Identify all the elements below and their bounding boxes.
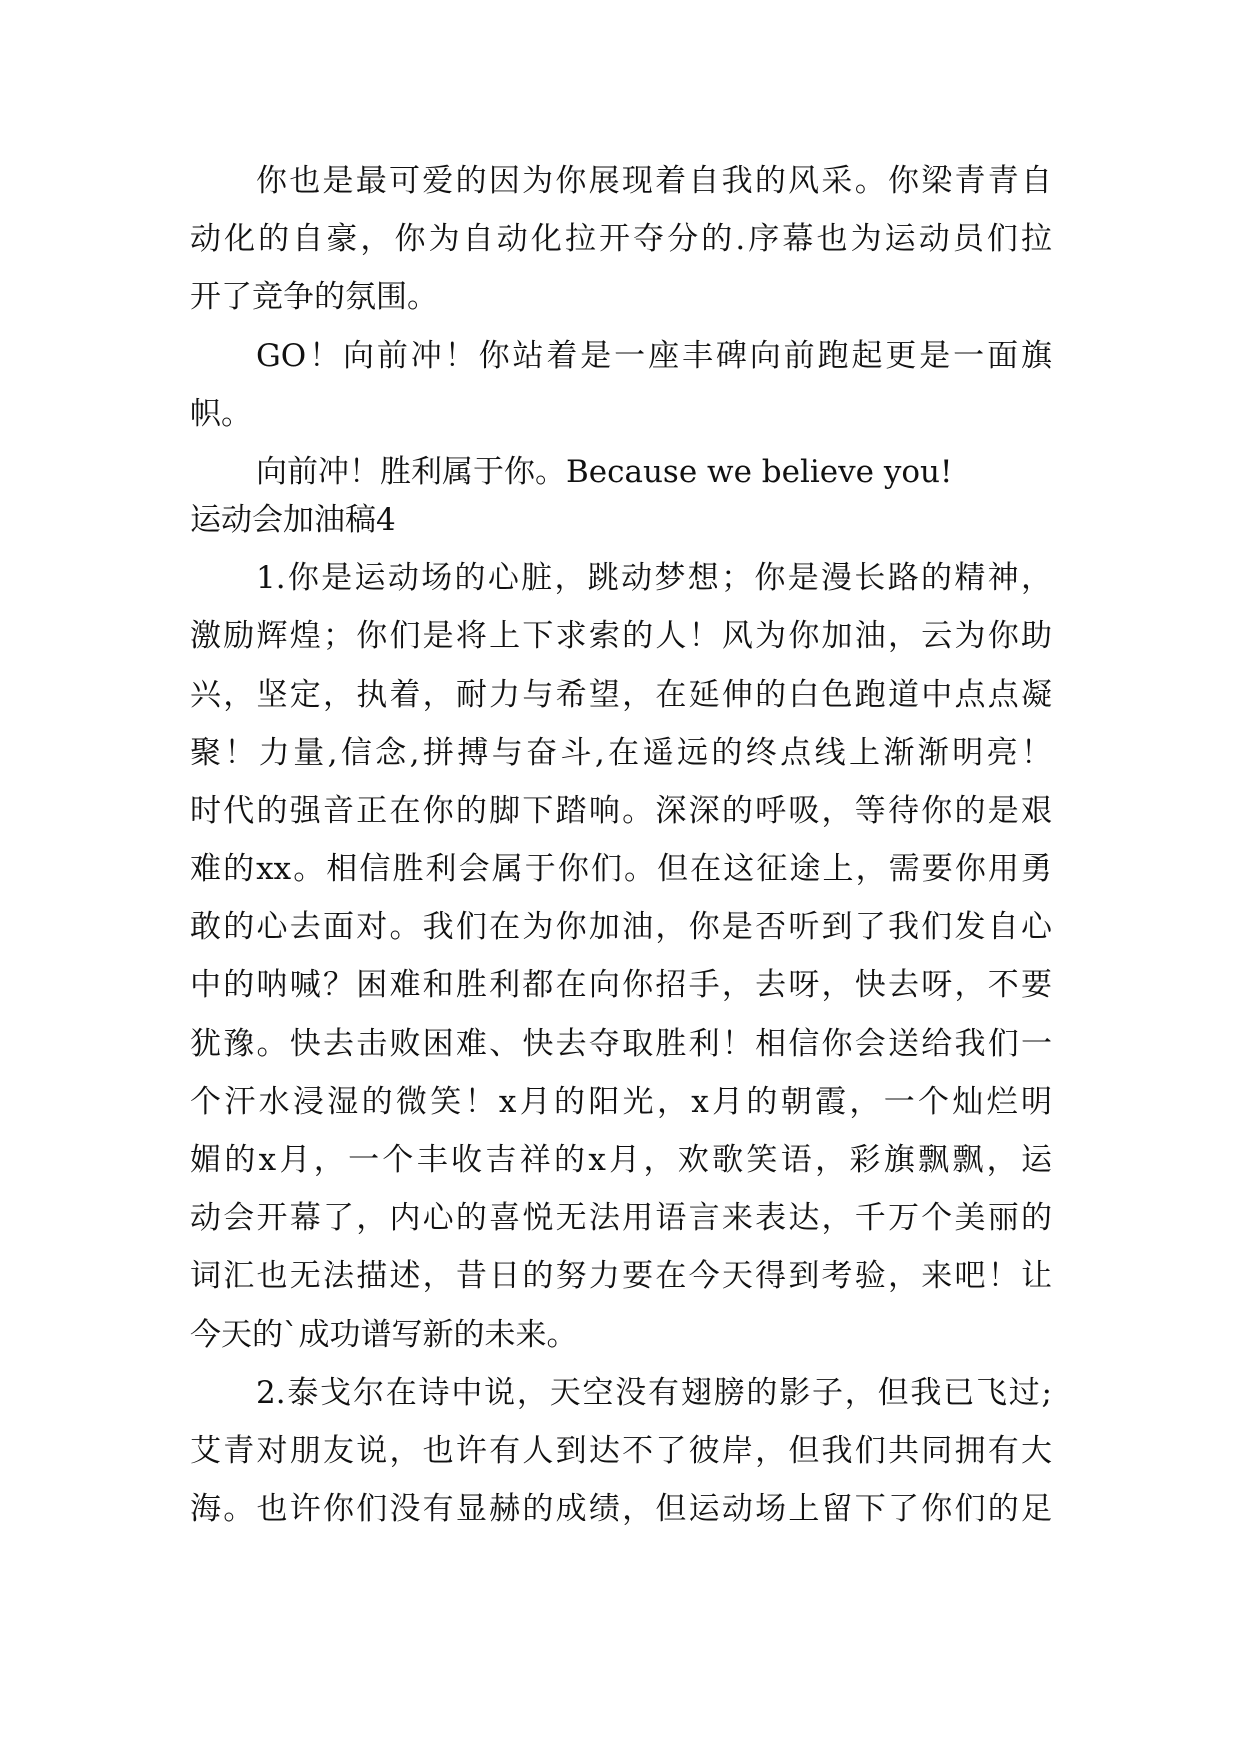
- text-line: 难的xx。相信胜利会属于你们。但在这征途上，需要你用勇: [190, 851, 1052, 888]
- text-line: 开了竞争的氛围。: [190, 279, 438, 316]
- text-line: 帜。: [190, 395, 252, 432]
- text-line: 中的呐喊？困难和胜利都在向你招手，去呀，快去呀，不要: [190, 967, 1052, 1004]
- text-line: 聚！力量,信念,拼搏与奋斗,在遥远的终点线上渐渐明亮！: [190, 734, 1052, 771]
- text-line: GO！向前冲！你站着是一座丰碑向前跑起更是一面旗: [256, 337, 1052, 374]
- text-line: 个汗水浸湿的微笑！x月的阳光，x月的朝霞，一个灿烂明: [190, 1083, 1052, 1120]
- text-line: 艾青对朋友说，也许有人到达不了彼岸，但我们共同拥有大: [190, 1432, 1052, 1469]
- text-line: 1.你是运动场的心脏，跳动梦想；你是漫长路的精神，: [256, 560, 1052, 597]
- text-line: 2.泰戈尔在诗中说，天空没有翅膀的影子，但我已飞过;: [256, 1374, 1052, 1411]
- text-line: 激励辉煌；你们是将上下求索的人！风为你加油，云为你助: [190, 618, 1052, 655]
- text-line: 海。也许你们没有显赫的成绩，但运动场上留下了你们的足: [190, 1491, 1052, 1528]
- text-line: 敢的心去面对。我们在为你加油，你是否听到了我们发自心: [190, 909, 1052, 946]
- text-line: 兴，坚定，执着，耐力与希望，在延伸的白色跑道中点点凝: [190, 676, 1052, 713]
- text-line: 动化的自豪，你为自动化拉开夺分的.序幕也为运动员们拉: [190, 221, 1052, 258]
- text-line: 犹豫。快去击败困难、快去夺取胜利！相信你会送给我们一: [190, 1025, 1052, 1062]
- text-line: 今天的`成功谱写新的未来。: [190, 1316, 578, 1353]
- document-body: [190, 152, 1052, 1538]
- section-heading: 运动会加油稿4: [190, 502, 396, 539]
- text-line: 动会开幕了，内心的喜悦无法用语言来表达，千万个美丽的: [190, 1200, 1052, 1237]
- text-line: 词汇也无法描述，昔日的努力要在今天得到考验，来吧！让: [190, 1258, 1052, 1295]
- text-line: 你也是最可爱的因为你展现着自我的风采。你梁青青自: [256, 163, 1052, 199]
- text-line: 向前冲！胜利属于你。Because we believe you!: [256, 453, 953, 490]
- text-line: 时代的强音正在你的脚下踏响。深深的呼吸，等待你的是艰: [190, 792, 1052, 829]
- text-line: 媚的x月，一个丰收吉祥的x月，欢歌笑语，彩旗飘飘，运: [190, 1142, 1052, 1178]
